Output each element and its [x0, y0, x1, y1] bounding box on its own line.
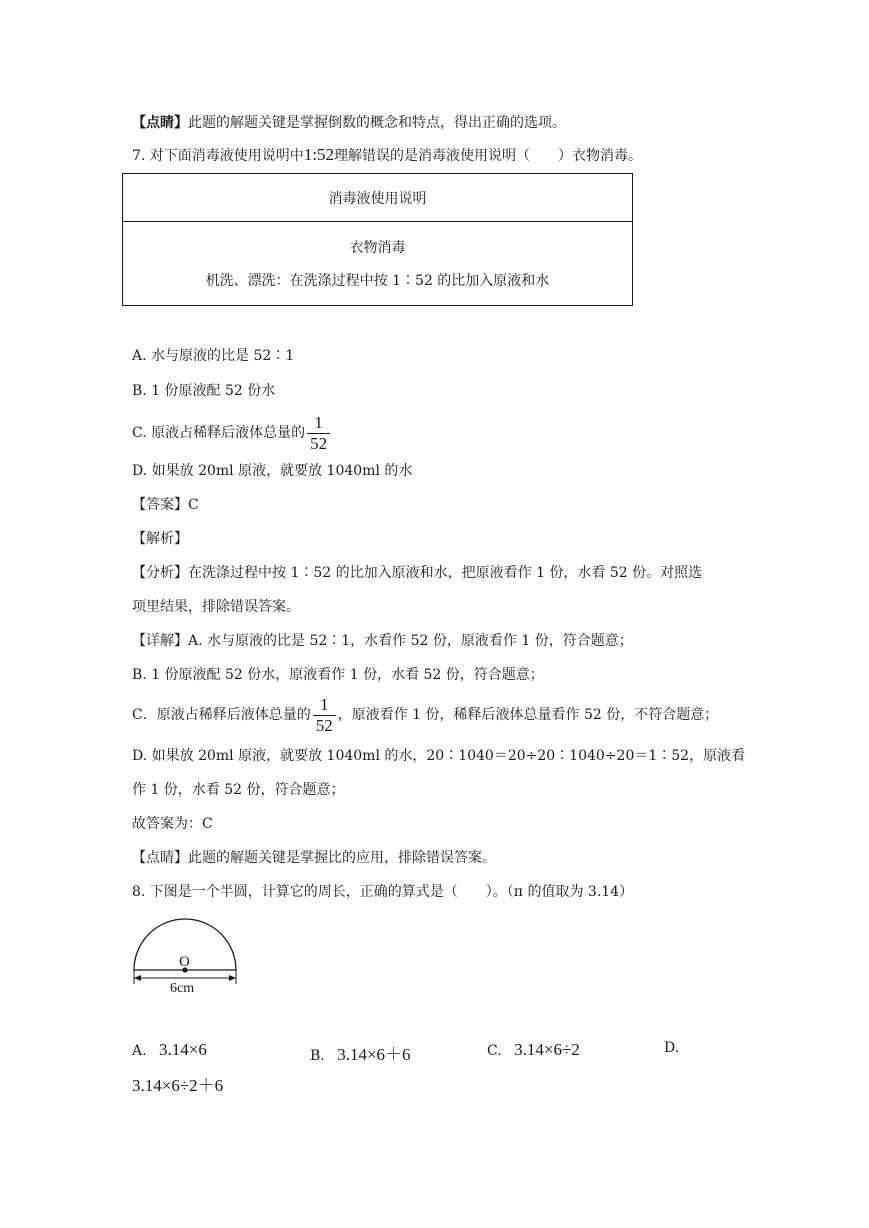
q7-dianjing: 【点睛】此题的解题关键是掌握比的应用，排除错误答案。 [132, 850, 496, 866]
q8-option-b [310, 1040, 411, 1065]
fraction-denominator: 52 [307, 433, 330, 453]
q8-option-a-label: A. [132, 1043, 147, 1059]
fraction-numerator: 1 [314, 412, 323, 432]
q7-option-a: A. 水与原液的比是 52∶1 [132, 348, 295, 364]
arrow-left-icon [134, 975, 141, 981]
q7-jiexi: 【解析】 [132, 531, 188, 547]
q7-option-d: D. 如果放 20ml 原液，就要放 1040ml 的水 [132, 463, 413, 479]
q8-option-c-expr: 3.14×6÷2 [514, 1040, 580, 1059]
fraction-numerator: 1 [319, 694, 329, 714]
q7-stem-a: 7. 对下面消毒液使用说明中 [132, 148, 304, 164]
q8-option-d [664, 1040, 679, 1056]
center-label: O [179, 954, 190, 970]
q8-option-d-expr: 3.14×6÷2＋6 [132, 1076, 224, 1095]
q7-xiangjie-c [132, 695, 718, 735]
dianjing-label: 【点睛】 [132, 115, 188, 131]
q7-option-c [132, 413, 332, 453]
instruction-subtitle: 衣物消毒 [349, 240, 406, 256]
q8-option-a [132, 1040, 207, 1060]
q7-stem-b: 理解错误的是消毒液使用说明（ ）衣物消毒。 [334, 148, 643, 164]
q7-stem [132, 145, 642, 166]
q8-option-d-label: D. [664, 1040, 680, 1056]
diameter-label: 6cm [170, 981, 195, 996]
q7-xiangjie-c-pre: C．原液占稀释后液体总量的 [132, 707, 311, 723]
instruction-table [122, 173, 633, 306]
q7-answer: 【答案】C [132, 497, 199, 513]
fraction-denominator: 52 [313, 715, 336, 735]
q7-option-c-text: C. 原液占稀释后液体总量的 [132, 425, 306, 441]
instruction-table-body [123, 238, 632, 291]
q7-option-c-fraction [307, 414, 330, 453]
instruction-title: 消毒液使用说明 [328, 190, 427, 207]
q7-conclusion: 故答案为：C [132, 816, 213, 832]
instruction-detail: 机洗、漂洗：在洗涤过程中按 1∶52 的比加入原液和水 [205, 273, 550, 289]
q7-xiangjie-d-line2: 作 1 份，水看 52 份，符合题意； [132, 782, 345, 798]
dianjing-line [132, 113, 566, 133]
q7-fenxi-line1: 【分析】在洗涤过程中按 1∶52 的比加入原液和水，把原液看作 1 份，水看 52 份。对照选 [132, 565, 703, 581]
q8-option-b-expr: 3.14×6＋6 [337, 1045, 411, 1064]
q8-stem: 8. 下图是一个半圆，计算它的周长，正确的算式是（ ）。（π 的值取为 3.14） [132, 884, 634, 900]
q7-xiangjie-d-line1: D. 如果放 20ml 原液，就要放 1040ml 的水，20∶1040＝20÷20∶1040÷20＝1∶52，原液看 [132, 748, 746, 764]
q7-xiangjie-b: B. 1 份原液配 52 份水，原液看作 1 份，水看 52 份，符合题意； [132, 667, 544, 683]
q8-option-b-label: B. [310, 1048, 325, 1064]
arrow-right-icon [229, 975, 236, 981]
q8-option-c [487, 1040, 580, 1060]
dianjing-text: 此题的解题关键是掌握倒数的概念和特点，得出正确的选项。 [188, 115, 566, 131]
q7-xiangjie-a: 【详解】A. 水与原液的比是 52∶1，水看作 52 份，原液看作 1 份，符合题意； [132, 633, 633, 649]
q7-xiangjie-c-post: ，原液看作 1 份，稀释后液体总量看作 52 份，不符合题意； [337, 707, 719, 723]
q7-xiangjie-c-fraction [313, 696, 336, 735]
q7-stem-ratio: 1:52 [303, 145, 335, 164]
q8-option-c-label: C. [487, 1043, 502, 1059]
semicircle-figure [128, 914, 243, 1000]
q7-option-b: B. 1 份原液配 52 份水 [132, 383, 276, 399]
q8-option-a-expr: 3.14×6 [159, 1040, 207, 1059]
q7-fenxi-line2: 项里结果，排除错误答案。 [132, 599, 300, 615]
instruction-table-header [123, 174, 632, 222]
